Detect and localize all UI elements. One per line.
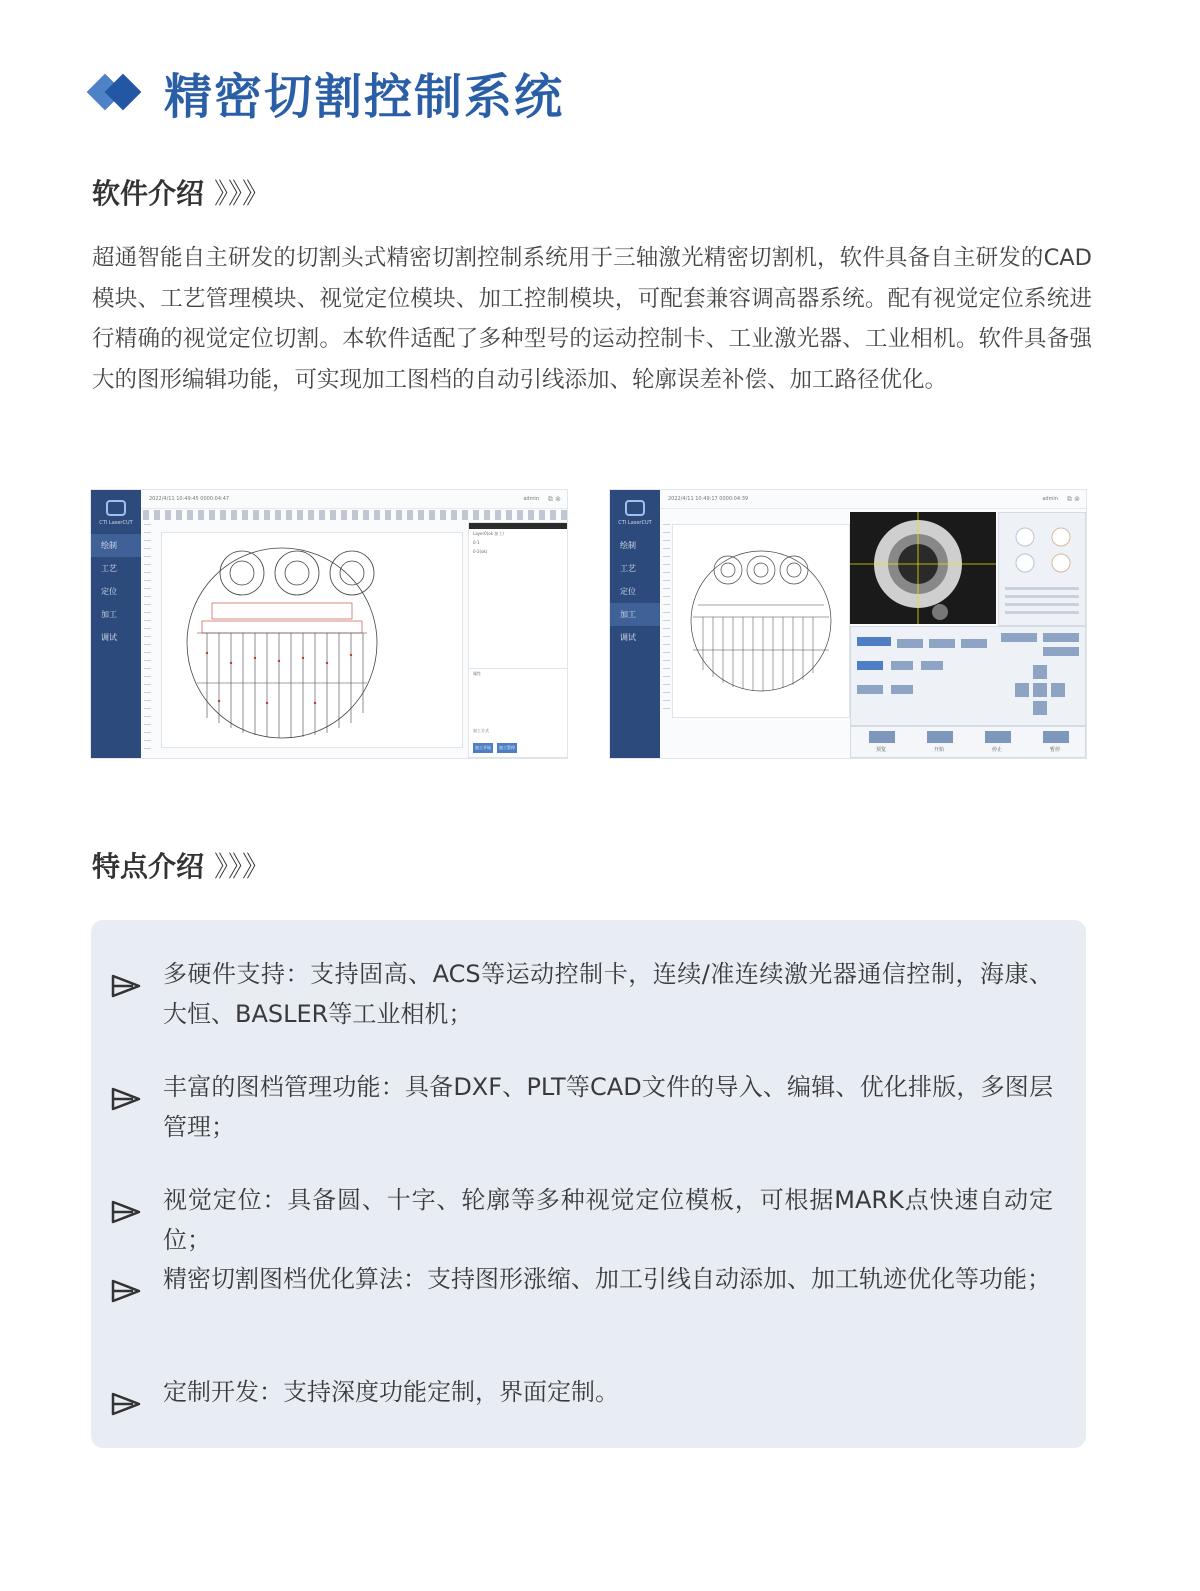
feature-text: 丰富的图档管理功能：具备DXF、PLT等CAD文件的导入、编辑、优化排版，多图层管理； [163,1073,1053,1141]
status-panel [998,512,1086,626]
timestamp: 2022/4/11 10:49:17 0000:04:39 [668,496,749,502]
stop-button[interactable] [985,731,1011,743]
app-logo [625,500,645,516]
jog-button[interactable] [1001,633,1037,642]
window-controls-icon[interactable]: ⧉ ⊗ [547,495,561,503]
nav-debug[interactable]: 调试 [620,633,636,642]
software-heading [92,172,270,212]
start-button[interactable]: 加工开始 [473,743,493,753]
nav-draw[interactable]: 绘制 [91,534,141,557]
user-name: admin [523,496,539,502]
start-label: 开始 [934,747,945,753]
nav-debug[interactable]: 调试 [101,633,117,642]
layer-item[interactable]: 0-2(ok) [473,549,488,554]
nav-process[interactable]: 工艺 [620,564,636,573]
features-heading-text: 特点介绍 [92,850,205,883]
camera-image [850,512,996,624]
action-button[interactable] [857,685,883,694]
layer-panel [468,522,568,672]
software-heading-text: 软件介绍 [92,177,205,210]
app-logo [106,500,126,516]
software-intro: 超通智能自主研发的切割头式精密切割控制系统用于三轴激光精密切割机，软件具备自主研发的CAD模块、工艺管理模块、视觉定位模块、加工控制模块，可配套兼容调高器系统。配有视觉定位系统进行精确的视觉定位切割。本软件适配了多种型号的运动控制卡、工业激光器、工业相机。软件具备强大的图形编辑功能，可实现加工图档的自动引线添加、轮廓误差补偿、加工路径优化。 [92,245,1092,393]
timestamp: 2022/4/11 10:49:45 0000:04:47 [149,496,230,502]
preview-button[interactable] [869,731,895,743]
nav-process[interactable]: 工艺 [101,564,117,573]
wafer-drawing [162,533,462,747]
pause-label: 暂停 [1050,747,1061,753]
pen-icon [111,1087,141,1111]
features-heading [92,845,270,885]
run-pause-button[interactable] [1043,731,1069,743]
screenshot-cad [90,489,568,759]
app-name: CTI LaserCUT [618,520,652,526]
app-topbar [141,490,567,509]
gauges [999,513,1085,625]
page-header [90,58,564,127]
stop-label: 停止 [992,747,1003,753]
process-label: 加工方式 [473,728,489,733]
chevrons-icon: 》》》 [214,177,271,210]
run-start-button[interactable] [927,731,953,743]
diamond-icon [90,73,150,113]
nav-machining[interactable]: 加工 [610,603,660,626]
arrow-up-button[interactable] [1033,665,1047,679]
action-button[interactable] [857,661,883,670]
action-button[interactable] [891,685,913,694]
jog-button[interactable] [1043,647,1079,656]
ruler [663,524,670,714]
window-controls-icon[interactable]: ⧉ ⊗ [1066,495,1080,503]
user-name: admin [1042,496,1058,502]
pen-icon [111,1279,141,1303]
app-sidebar [610,490,660,758]
toolbar[interactable] [143,510,567,520]
feature-text: 精密切割图档优化算法：支持图形涨缩、加工引线自动添加、加工轨迹优化等功能； [163,1265,1051,1293]
screenshot-machining [609,489,1087,759]
pause-button[interactable]: 加工暂停 [497,743,517,753]
drawing-canvas[interactable] [161,532,463,748]
pen-icon [111,1392,141,1416]
chevrons-icon: 》》》 [214,850,271,883]
layer-item[interactable]: 0-1 [473,540,480,545]
option-button[interactable] [929,639,955,648]
preview-canvas[interactable] [672,524,850,718]
wafer-preview [673,525,849,717]
nav-machining[interactable]: 加工 [101,610,117,619]
arrow-right-button[interactable] [1051,683,1065,697]
app-topbar [660,490,1086,509]
app-sidebar [91,490,141,758]
features-box [91,920,1086,1448]
layer-item[interactable]: Layer0(ok 加工) [473,531,504,536]
pen-icon [111,1200,141,1224]
arrow-down-button[interactable] [1033,701,1047,715]
jog-button[interactable] [1043,633,1079,642]
run-panel [850,726,1086,758]
preview-label: 预览 [876,747,887,753]
camera-view [850,512,996,624]
nav-locate[interactable]: 定位 [101,587,117,596]
ruler [144,524,151,750]
mode-button[interactable] [857,637,891,646]
feature-text: 多硬件支持：支持固高、ACS等运动控制卡，连续/准连续激光器通信控制，海康、大恒、BASLER等工业相机； [163,960,1053,1028]
option-button[interactable] [897,639,923,648]
nav-draw[interactable]: 绘制 [620,541,636,550]
action-button[interactable] [891,661,913,670]
action-button[interactable] [921,661,943,670]
app-name: CTI LaserCUT [99,520,133,526]
nav-locate[interactable]: 定位 [620,587,636,596]
property-label: 属性 [473,671,481,676]
arrow-left-button[interactable] [1015,683,1029,697]
center-button[interactable] [1033,683,1047,697]
feature-text: 定制开发：支持深度功能定制，界面定制。 [163,1378,619,1406]
pen-icon [111,974,141,998]
control-panel [850,626,1086,726]
option-button[interactable] [961,639,987,648]
page-title: 精密切割控制系统 [164,69,565,125]
feature-text: 视觉定位：具备圆、十字、轮廓等多种视觉定位模板，可根据MARK点快速自动定位； [163,1186,1053,1254]
